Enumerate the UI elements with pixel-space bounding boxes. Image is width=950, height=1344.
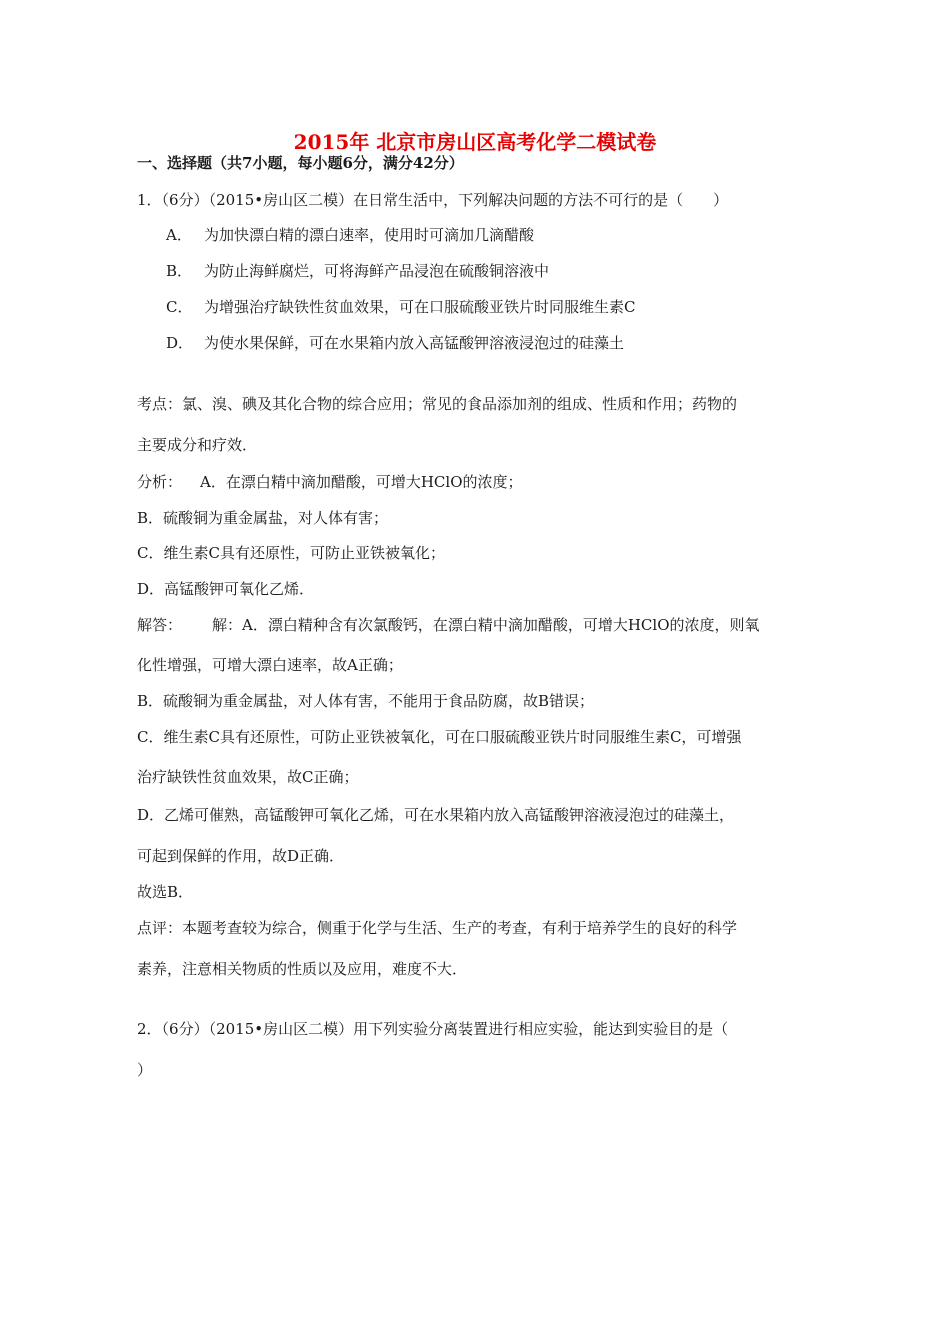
q2-stem-line-1: 2．（6分）（2015•房山区二模）用下列实验分离装置进行相应实验，能达到实验目的是（: [137, 1020, 729, 1038]
option-letter: D．: [166, 334, 194, 352]
fenxi-text: A．在漂白精中滴加醋酸，可增大HClO的浓度；: [200, 473, 523, 491]
kaodian-line-2: 主要成分和疗效．: [137, 436, 258, 454]
jieda-line-2: 化性增强，可增大漂白速率，故A正确；: [137, 656, 403, 674]
dianping-line-1: 点评：本题考查较为综合，侧重于化学与生活、生产的考查，有利于培养学生的良好的科学: [137, 919, 738, 937]
q2-stem-line-2: ）: [137, 1061, 153, 1079]
fenxi-label: 分析：: [137, 473, 183, 491]
option-text: 为使水果保鲜，可在水果箱内放入高锰酸钾溶液浸泡过的硅藻土: [204, 334, 625, 352]
fenxi-line-4: D．高锰酸钾可氧化乙烯．: [137, 580, 315, 598]
option-text: 为增强治疗缺铁性贫血效果，可在口服硫酸亚铁片时同服维生素C: [204, 298, 636, 316]
option-letter: A．: [166, 226, 192, 244]
option-letter: C．: [166, 298, 193, 316]
q1-option-b: [166, 260, 549, 281]
jieda-line-1: [137, 614, 760, 635]
jieda-line-5: 治疗缺铁性贫血效果，故C正确；: [137, 768, 359, 786]
q1-option-d: [166, 332, 624, 353]
dianping-line-2: 素养，注意相关物质的性质以及应用，难度不大．: [137, 960, 468, 978]
fenxi-line-1: [137, 471, 523, 492]
section-heading: 一、选择题（共7小题，每小题6分，满分42分）: [137, 154, 464, 172]
jieda-label: 解答：: [137, 616, 183, 634]
q1-stem: 1．（6分）（2015•房山区二模）在日常生活中，下列解决问题的方法不可行的是（ ）: [137, 191, 729, 209]
q1-option-c: [166, 296, 635, 317]
answer-line: 故选B．: [137, 883, 194, 901]
q1-option-a: [166, 224, 534, 245]
jieda-text: 解：A．漂白精种含有次氯酸钙，在漂白精中滴加醋酸，可增大HClO的浓度，则氧: [212, 616, 760, 634]
page-title: 2015年 北京市房山区高考化学二模试卷: [293, 130, 657, 154]
option-text: 为防止海鲜腐烂，可将海鲜产品浸泡在硫酸铜溶液中: [204, 262, 550, 280]
jieda-line-3: B．硫酸铜为重金属盐，对人体有害，不能用于食品防腐，故B错误；: [137, 692, 595, 710]
jieda-line-6: D．乙烯可催熟，高锰酸钾可氧化乙烯，可在水果箱内放入高锰酸钾溶液浸泡过的硅藻土，: [137, 806, 735, 824]
option-letter: B．: [166, 262, 193, 280]
fenxi-line-3: C．维生素C具有还原性，可防止亚铁被氧化；: [137, 544, 445, 562]
jieda-line-4: C．维生素C具有还原性，可防止亚铁被氧化，可在口服硫酸亚铁片时同服维生素C，可增强: [137, 728, 742, 746]
fenxi-line-2: B．硫酸铜为重金属盐，对人体有害；: [137, 509, 389, 527]
option-text: 为加快漂白精的漂白速率，使用时可滴加几滴醋酸: [204, 226, 535, 244]
jieda-line-7: 可起到保鲜的作用，故D正确．: [137, 847, 345, 865]
kaodian-line-1: 考点：氯、溴、碘及其化合物的综合应用；常见的食品添加剂的组成、性质和作用；药物的: [137, 395, 738, 413]
